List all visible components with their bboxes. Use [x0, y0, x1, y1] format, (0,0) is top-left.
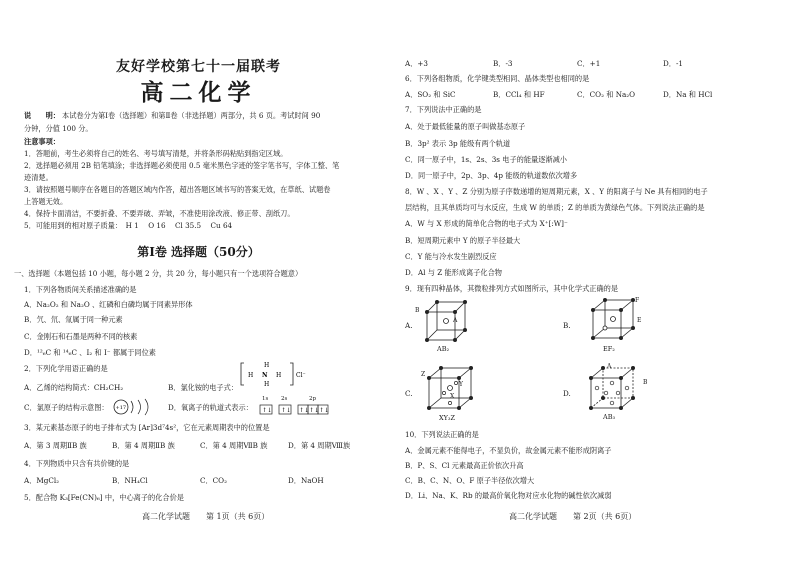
q1-option-c: C．金刚石和石墨是两种不同的核素 — [24, 332, 138, 341]
q4-option-d: D．NaOH — [288, 476, 324, 485]
q4-option-b: B．NH₄Cl — [112, 476, 148, 485]
q8-option-c: C．Y 能与冷水发生剧烈反应 — [405, 252, 497, 261]
crystal-a-label-b: B — [415, 307, 420, 314]
q10-option-b: B．P、S、Cl 元素最高正价依次升高 — [405, 461, 524, 470]
crystal-d-option: D. — [563, 389, 571, 398]
q2-stem: 2．下列化学用语正确的是 — [24, 364, 108, 373]
q3-option-d: D．第 4 周期Ⅷ族 — [288, 441, 351, 450]
q10-option-d: D．Li、Na、K、Rb 的最高价氧化物对应水化物的碱性依次减弱 — [405, 491, 612, 500]
q2-option-d: D．氧离子的轨道式表示： — [168, 403, 253, 412]
q10-option-c: C．B、C、N、O、F 原子半径依次增大 — [405, 476, 535, 485]
notes-title: 注意事项： — [24, 137, 60, 146]
crystal-d-label-a: A — [607, 363, 612, 370]
note-3: 3．请按照题号顺序在各题目的答题区域内作答，超出答题区域书写的答案无效，在草纸、试题卷 — [24, 185, 331, 194]
crystal-c-label-x: X — [450, 393, 455, 400]
q2-option-b: B．氯化铵的电子式： — [168, 383, 238, 392]
page-2 — [397, 0, 794, 561]
instructions-line-2: 分钟，分值 100 分。 — [24, 124, 93, 133]
q8-option-a: A．W 与 X 形成的简单化合物的电子式为 X⁺[:W]⁻ — [405, 219, 568, 228]
footer-page-1: 高二化学试题 第 1页（共 6页） — [142, 512, 270, 521]
q3-option-c: C．第 4 周期ⅦB 族 — [200, 441, 268, 450]
svg-text:↑↓: ↑↓ — [299, 407, 310, 414]
q1-option-a: A．Na₂O₂ 和 Na₂O 、红磷和白磷均属于同素异形体 — [24, 300, 193, 309]
svg-text:↑↓: ↑↓ — [281, 407, 292, 414]
crystal-d-diagram — [583, 364, 649, 412]
section-title: 第Ⅰ卷 选择题（50分） — [137, 245, 260, 259]
q2-option-a: A．乙烯的结构简式：CH₂CH₂ — [24, 383, 124, 392]
svg-text:↑↓: ↑↓ — [262, 407, 273, 414]
q6-option-b: B．CCl₄ 和 HF — [493, 90, 545, 99]
q8-option-d: D．Al 与 Z 能形成离子化合物 — [405, 268, 502, 277]
q2-option-c: C．氯原子的结构示意图： — [24, 403, 109, 412]
crystal-c-label-y: Y — [459, 381, 463, 388]
svg-text:H: H — [264, 381, 270, 388]
q10-stem: 10．下列说法正确的是 — [405, 430, 479, 439]
q1-option-d: D．¹²₆C 和 ¹⁴₆C 、I₂ 和 I⁻ 都属于同位素 — [24, 348, 156, 357]
crystal-c-caption: XY₃Z — [439, 414, 456, 422]
svg-text:N: N — [262, 372, 268, 379]
note-3-cont: 上答题无效。 — [24, 197, 68, 206]
q8-stem-1: 8．W 、X 、Y 、Z 分别为原子序数递增的短周期元素，X 、Y 的阳离子与 Ne 具有相同的电子 — [405, 187, 708, 196]
note-4: 4．保持卡面清洁，不要折叠、不要弄破、弄皱，不准使用涂改液、修正带、刮纸刀。 — [24, 209, 295, 218]
svg-text:Cl⁻: Cl⁻ — [296, 372, 306, 379]
q7-option-d: D．同一原子中，2p、3p、4p 能级的轨道数依次增多 — [405, 171, 578, 180]
q1-stem: 1．下列各物质间关系描述准确的是 — [24, 285, 137, 294]
q4-stem: 4．下列物质中只含有共价键的是 — [24, 459, 130, 468]
q4-option-a: A．MgCl₂ — [24, 476, 60, 485]
crystal-b-label-e: E — [637, 317, 642, 324]
instructions-line-1: 本试卷分为第Ⅰ卷（选择题）和第Ⅱ卷（非选择题）两部分，共 6 页。考试时间 90 — [62, 111, 321, 120]
exam-title: 友好学校第七十一届联考 — [116, 59, 281, 75]
note-2: 2．选择题必须用 2B 铅笔填涂；非选择题必须使用 0.5 毫米黑色字迹的签字笔书写，字体工整、笔 — [24, 161, 340, 170]
q8-stem-2: 层结构，且其单质均可与水反应，生成 W 的单质；Z 的单质为黄绿色气体。下列说法正确的是 — [405, 203, 705, 212]
q9-stem: 9．现有四种晶体，其微粒排列方式如图所示，其中化学式正确的是 — [405, 284, 619, 293]
crystal-d-label-b: B — [643, 379, 648, 386]
q4-option-c: C．CO₂ — [200, 476, 227, 485]
note-2-cont: 迹清楚。 — [24, 173, 53, 182]
instructions-label: 说 明： — [24, 111, 60, 120]
ammonium-chloride-electron-formula — [240, 360, 306, 390]
crystal-a-option: A. — [405, 321, 413, 330]
svg-text:H: H — [264, 362, 270, 369]
oxygen-ion-orbital-diagram — [258, 404, 332, 416]
svg-text:+17: +17 — [115, 405, 127, 411]
q7-option-c: C．同一原子中，1s、2s、3s 电子的能量逐渐减小 — [405, 155, 567, 164]
note-1: 1．答题前，考生必须将自己的姓名、考号填写清楚，并将条形码粘贴到指定区域。 — [24, 149, 288, 158]
q5-option-b: B．-3 — [493, 59, 513, 68]
crystal-c-label-z: Z — [421, 371, 426, 378]
q6-option-a: A．SO₂ 和 SiC — [405, 90, 456, 99]
svg-text:H: H — [248, 372, 254, 379]
footer-page-2: 高二化学试题 第 2页（共 6页） — [509, 512, 637, 521]
crystal-a-diagram — [419, 298, 479, 344]
section-intro: 一、选择题（本题包括 10 小题，每小题 2 分，共 20 分，每小题只有一个选项符合题意） — [14, 269, 303, 278]
subject-title: 高二化学 — [140, 79, 257, 106]
q7-option-a: A．处于最低能量的原子叫做基态原子 — [405, 122, 526, 131]
q3-option-a: A．第 3 周期ⅡB 族 — [24, 441, 87, 450]
q3-option-b: B．第 4 周期ⅡB 族 — [112, 441, 175, 450]
q5-option-a: A．+3 — [405, 59, 428, 68]
q10-option-a: A．金属元素不能得电子，不显负价，故金属元素不能形成阴离子 — [405, 446, 612, 455]
crystal-c-option: C. — [405, 389, 413, 398]
q5-stem: 5．配合物 K₃[Fe(CN)₆] 中，中心离子的化合价是 — [24, 493, 184, 502]
q5-option-c: C．+1 — [577, 59, 601, 68]
q6-stem: 6．下列各组物质，化学键类型相同、晶体类型也相同的是 — [405, 74, 590, 83]
note-5: 5．可能用到的相对原子质量： H 1 O 16 Cl 35.5 Cu 64 — [24, 221, 233, 230]
svg-text:H: H — [276, 372, 282, 379]
q1-option-b: B．氕、氘、氚属于同一种元素 — [24, 315, 123, 324]
q6-option-c: C．CO₂ 和 Na₂O — [577, 90, 636, 99]
q5-option-d: D．-1 — [663, 59, 683, 68]
svg-text:↑↓: ↑↓ — [309, 407, 320, 414]
orbital-label-2s: 2s — [281, 396, 288, 402]
q8-option-b: B．短周期元素中 Y 的原子半径最大 — [405, 236, 521, 245]
orbital-label-1s: 1s — [262, 396, 269, 402]
q7-option-b: B．3p² 表示 3p 能级有两个轨道 — [405, 139, 511, 148]
crystal-a-label-a: A — [453, 317, 458, 324]
crystal-b-label-f: F — [635, 297, 640, 304]
crystal-b-option: B. — [563, 321, 571, 330]
crystal-a-caption: AB₂ — [437, 345, 450, 353]
svg-text:↑↓: ↑↓ — [319, 407, 330, 414]
crystal-d-caption: AB₃ — [603, 413, 616, 421]
orbital-label-2p: 2p — [309, 396, 317, 402]
chlorine-atom-structure-diagram — [112, 398, 156, 416]
q7-stem: 7．下列说法中正确的是 — [405, 105, 482, 114]
q6-option-d: D．Na 和 HCl — [663, 90, 713, 99]
q3-stem: 3．某元素基态原子的电子排布式为 [Ar]3d⁷4s²，它在元素周期表中的位置是 — [24, 423, 270, 432]
crystal-c-diagram — [421, 362, 487, 414]
crystal-b-caption: EF₂ — [603, 345, 615, 353]
